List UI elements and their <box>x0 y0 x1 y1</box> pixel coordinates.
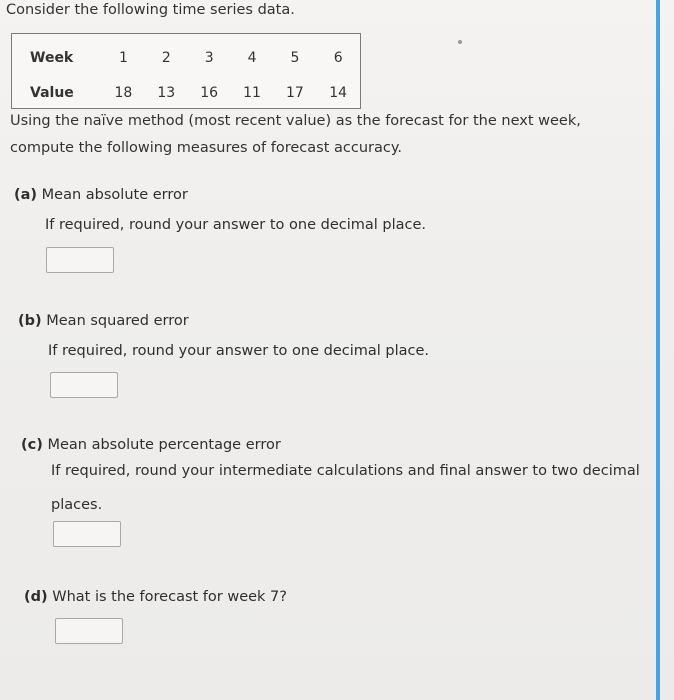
question-line-2: compute the following measures of forecast accuracy. <box>10 140 402 156</box>
week-cell: 2 <box>161 50 171 67</box>
part-d-answer-input[interactable] <box>55 618 123 644</box>
part-c-instruction-line-1: If required, round your intermediate calculations and final answer to two decimal <box>51 463 640 479</box>
table-row-week <box>12 34 361 75</box>
part-a-title <box>14 187 188 203</box>
part-a-instruction: If required, round your answer to one decimal place. <box>45 217 427 233</box>
part-a-label: (a) <box>14 187 38 203</box>
value-cell: 13 <box>157 85 176 102</box>
question-text <box>10 108 610 162</box>
table-row-value <box>12 74 361 108</box>
intro-text: Consider the following time series data. <box>6 2 295 18</box>
part-c-answer-input[interactable] <box>53 521 121 547</box>
value-cell: 14 <box>329 85 348 102</box>
time-series-table <box>11 33 361 109</box>
part-b-answer-input[interactable] <box>50 372 118 398</box>
part-c-instruction-line-2: places. <box>51 497 103 513</box>
week-cell: 6 <box>333 50 343 67</box>
part-c-label: (c) <box>21 437 43 453</box>
part-d-text: What is the forecast for week 7? <box>52 589 287 605</box>
part-d-title <box>24 589 287 605</box>
value-header: Value <box>30 85 74 102</box>
part-b-text: Mean squared error <box>46 313 189 329</box>
question-line-1: Using the naïve method (most recent value) as the forecast for the next week, <box>10 113 581 129</box>
week-header: Week <box>30 50 74 67</box>
week-cell: 4 <box>247 50 257 67</box>
week-cell: 1 <box>118 50 128 67</box>
accent-scrollbar <box>656 0 660 700</box>
value-cell: 17 <box>286 85 304 102</box>
value-cell: 16 <box>200 85 219 102</box>
part-b-label: (b) <box>18 313 42 329</box>
part-a-text: Mean absolute error <box>41 187 188 203</box>
value-cell: 11 <box>243 85 261 102</box>
week-cell: 3 <box>204 50 214 67</box>
dust-speck <box>458 40 462 44</box>
value-cell: 18 <box>114 85 133 102</box>
part-d-label: (d) <box>24 589 48 605</box>
part-a-answer-input[interactable] <box>46 247 114 273</box>
part-b-title <box>18 313 189 329</box>
week-cell: 5 <box>290 50 300 67</box>
part-b-instruction: If required, round your answer to one decimal place. <box>48 343 430 359</box>
part-c-title <box>21 437 281 453</box>
part-c-text: Mean absolute percentage error <box>47 437 281 453</box>
part-c-instruction <box>51 454 640 522</box>
